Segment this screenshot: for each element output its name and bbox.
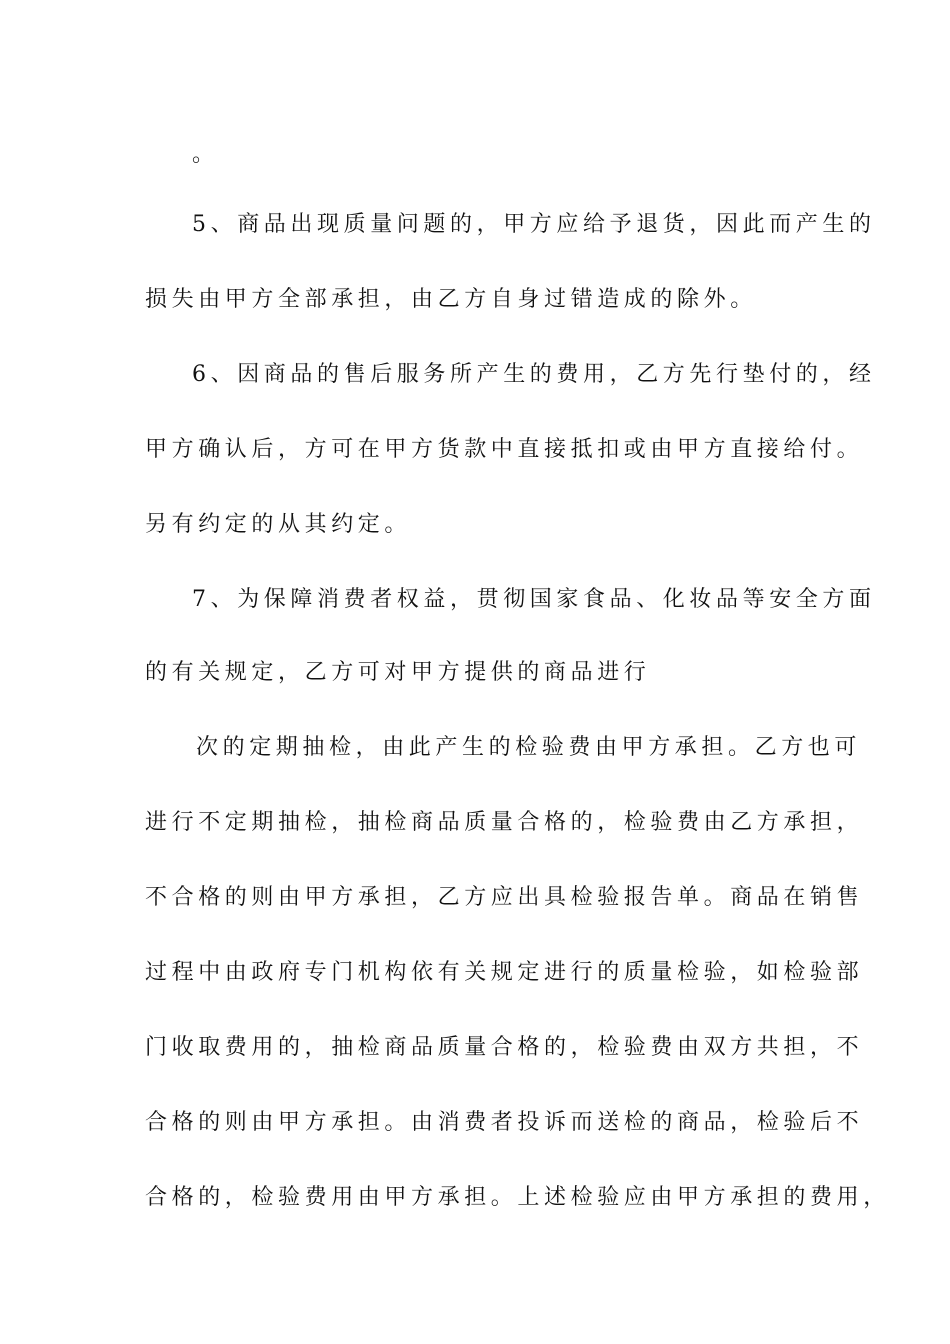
clause-7-line-5: 不合格的则由甲方承担，乙方应出具检验报告单。商品在销售 xyxy=(145,885,864,910)
text-line-1: 。 xyxy=(192,142,219,167)
clause-7-line-2: 的有关规定，乙方可对甲方提供的商品进行 xyxy=(145,660,651,685)
clause-6-line-1: 6、因商品的售后服务所产生的费用，乙方先行垫付的，经 xyxy=(192,362,876,387)
clause-7-line-7: 门收取费用的，抽检商品质量合格的，检验费由双方共担，不 xyxy=(145,1035,864,1060)
clause-7-line-9: 合格的，检验费用由甲方承担。上述检验应由甲方承担的费用， xyxy=(145,1185,890,1210)
clause-6-line-2: 甲方确认后，方可在甲方货款中直接抵扣或由甲方直接给付。 xyxy=(145,437,864,462)
clause-7-line-3: 次的定期抽检，由此产生的检验费由甲方承担。乙方也可 xyxy=(196,735,862,760)
clause-7-line-8: 合格的则由甲方承担。由消费者投诉而送检的商品，检验后不 xyxy=(145,1110,864,1135)
clause-5-line-1: 5、商品出现质量问题的，甲方应给予退货，因此而产生的 xyxy=(192,212,876,237)
clause-7-line-6: 过程中由政府专门机构依有关规定进行的质量检验，如检验部 xyxy=(145,960,864,985)
clause-5-line-2: 损失由甲方全部承担，由乙方自身过错造成的除外。 xyxy=(145,287,757,312)
clause-6-line-3: 另有约定的从其约定。 xyxy=(145,512,412,537)
clause-7-line-4: 进行不定期抽检，抽检商品质量合格的，检验费由乙方承担， xyxy=(145,810,864,835)
clause-7-line-1: 7、为保障消费者权益，贯彻国家食品、化妆品等安全方面 xyxy=(192,587,876,612)
